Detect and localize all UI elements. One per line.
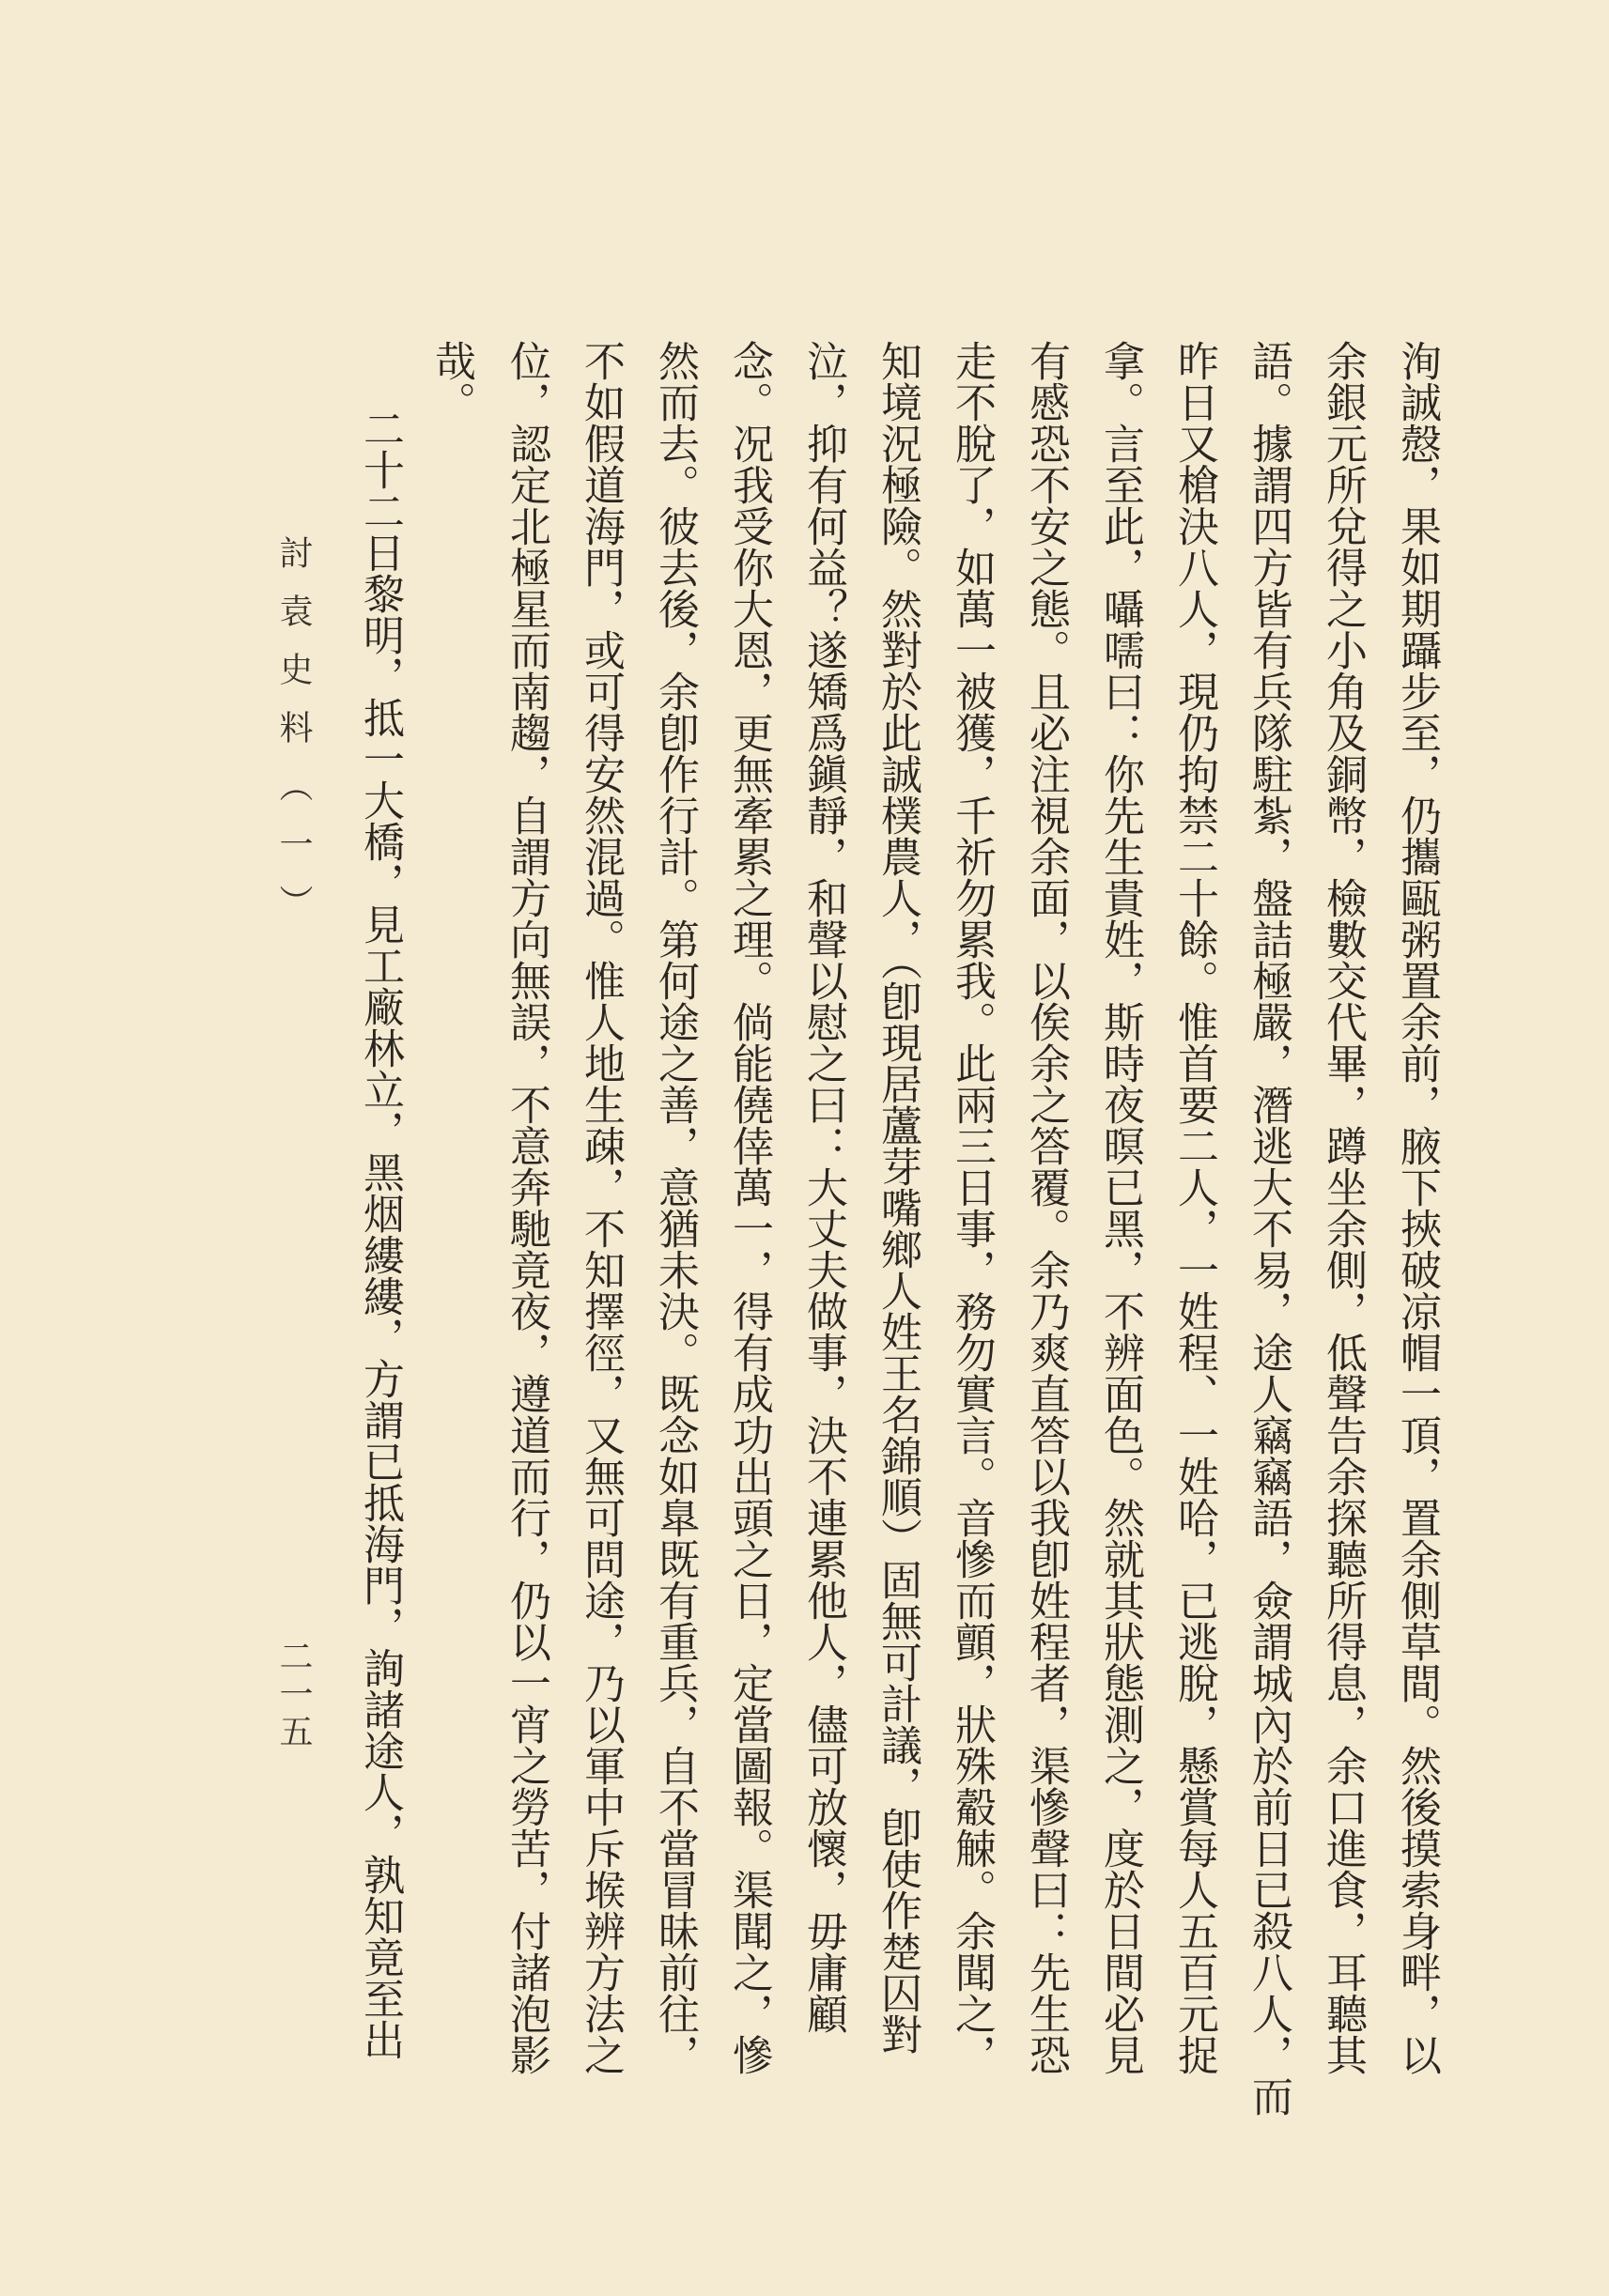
- text-column-7: 走不脫了，如萬一被獲，千祈勿累我。此兩三日事，務勿實言。音慘而顫，狀殊觳觫。余聞之，: [948, 340, 996, 2075]
- text-column-10: 念。况我受你大恩，更無牽累之理。倘能僥倖萬一，得有成功出頭之日，定當圖報。渠聞之，慘: [725, 340, 773, 2075]
- text-column-4: 昨日又槍決八人，現仍拘禁二十餘。惟首要二人，一姓程、一姓哈，已逃脫，懸賞每人五百元捉: [1170, 340, 1218, 2075]
- text-column-11: 然而去。彼去後，余卽作行計。第何途之善，意猶未決。既念如臯既有重兵，自不當冒昧前往，: [651, 340, 699, 2075]
- paragraph-column-15: 二十二日黎明，抵一大橋，見工廠林立，黑烟縷縷，方謂已抵海門，詢諸途人，孰知竟至出: [356, 408, 404, 2060]
- text-column-14: 哉。: [427, 340, 475, 423]
- page-number: 二一五: [274, 1639, 313, 1751]
- text-column-13: 位，認定北極星而南趨，自謂方向無誤，不意奔馳竟夜，遵道而行，仍以一宵之勞苦，付諸泡影: [503, 340, 550, 2075]
- text-column-8: 知境況極險。然對於此誠樸農人，（卽現居蘆芽嘴鄉人姓王名錦順）固無可計議，卽使作楚囚對: [874, 340, 921, 2055]
- text-column-9: 泣，抑有何益？遂矯爲鎭靜，和聲以慰之曰：大丈夫做事，決不連累他人，儘可放懷，毋庸顧: [799, 340, 847, 2034]
- text-column-6: 有慼恐不安之態。且必注視余面，以俟余之答覆。余乃爽直答以我卽姓程者，渠慘聲曰：先生恐: [1022, 340, 1070, 2075]
- text-column-2: 余銀元所兌得之小角及銅幣，檢數交代畢，蹲坐余側，低聲告余探聽所得息，余口進食，耳聽其: [1319, 340, 1367, 2075]
- text-column-5: 拿。言至此，囁嚅曰：你先生貴姓，斯時夜暝已黑，不辨面色。然就其狀態測之，度於日間必見: [1096, 340, 1144, 2075]
- text-column-1: 洵誠慤，果如期躡步至，仍攜甌粥置余前，腋下挾破凉帽一頂，置余側草間。然後摸索身畔，以: [1393, 340, 1441, 2075]
- running-title: 討袁史料（一）: [274, 535, 313, 943]
- text-column-12: 不如假道海門，或可得安然混過。惟人地生疎，不知擇徑，又無可問途，乃以軍中斥堠辨方法之: [577, 340, 625, 2075]
- text-column-3: 語。據謂四方皆有兵隊駐紮，盤詰極嚴，潛逃大不易，途人竊竊語，僉謂城內於前日已殺八人，而: [1245, 340, 1292, 2117]
